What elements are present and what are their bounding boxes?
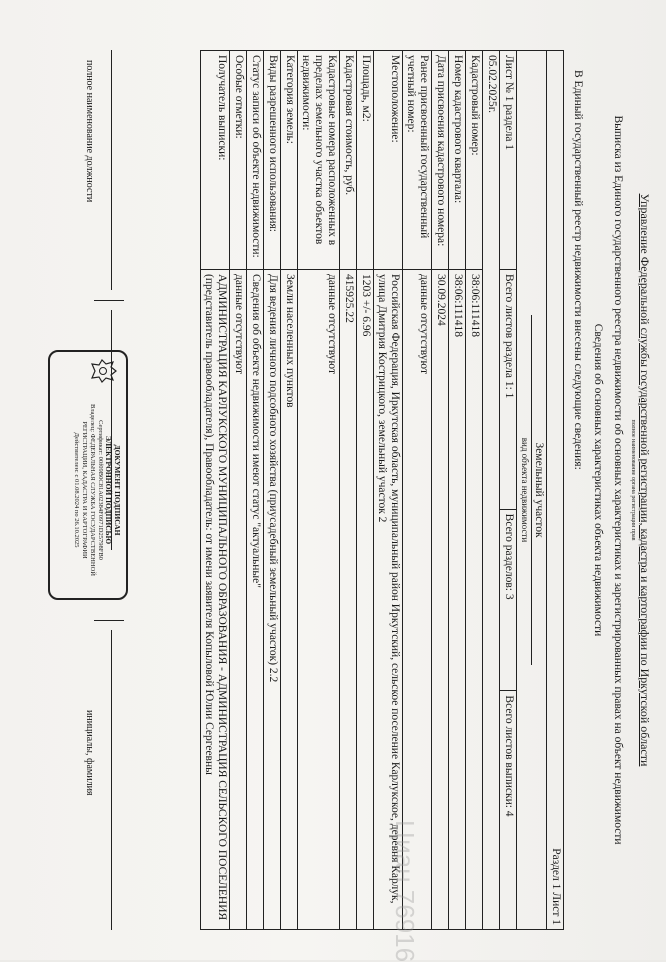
characteristics-table: [200, 50, 564, 930]
stamp-certificate: Сертификат: 00f09B0C81A02384F0971D25798FB0: [97, 420, 104, 560]
position-caption: полное наименование должности: [84, 60, 95, 203]
row-value: Для ведения личного подсобного хозяйства (приусадебный земельный участок) 2.2: [264, 270, 281, 930]
intro-text: В Единый государственный реестр недвижимости внесены следующие сведения:: [572, 70, 584, 470]
document-title: Выписка из Единого государственного реестра недвижимости об основных характеристиках и зарегистрированных правах на объект недвижимости: [612, 115, 624, 845]
table-row: [403, 51, 432, 930]
sheet-row: [500, 51, 517, 930]
table-row: [201, 51, 230, 930]
table-row: [340, 51, 357, 930]
stamp-title: ДОКУМЕНТ ПОДПИСАН: [113, 444, 122, 536]
stamp-owner-2: РЕГИСТРАЦИИ, КАДАСТРА И КАРТОГРАФИИ: [81, 421, 88, 559]
row-value: 30.09.2024: [432, 270, 449, 930]
row-label: Площадь, м2:: [357, 51, 374, 270]
row-label: Кадастровые номера расположенных в пределах земельного участка объектов недвижимости:: [298, 51, 340, 270]
agency-name: Управление Федеральной службы государственной регистрации, кадастра и картографии по Иркутской области: [638, 193, 652, 767]
row-label: Кадастровая стоимость, руб.: [340, 51, 357, 270]
object-type: Земельный участок: [533, 442, 545, 538]
row-label: Виды разрешенного использования:: [264, 51, 281, 270]
name-caption: инициалы, фамилия: [84, 710, 95, 796]
row-label: Номер кадастрового квартала:: [449, 51, 466, 270]
object-type-row: [517, 51, 547, 930]
name-line: [111, 630, 112, 930]
table-row: [449, 51, 466, 930]
row-value: Сведения об объекте недвижимости имеют статус "актуальные": [247, 270, 264, 930]
extract-page: [40, 10, 660, 950]
agency-caption: полное наименование органа регистрации прав: [630, 419, 636, 541]
row-value: 415925.22: [340, 270, 357, 930]
object-type-caption: вид объекта недвижимости: [518, 315, 532, 665]
row-value: данные отсутствуют: [298, 270, 340, 930]
table-row: [281, 51, 298, 930]
row-value: Земли населенных пунктов: [281, 270, 298, 930]
row-value: АДМИНИСТРАЦИЯ КАРЛУКСКОГО МУНИЦИПАЛЬНОГО ОБРАЗОВАНИЯ - АДМИНИСТРАЦИЯ СЕЛЬСКОГО ПОСЕЛЕНИЯ (представитель правообладателя), Правообладатель: от имени заявителя Копыловой Юлии Сергеевны: [201, 270, 230, 930]
row-label: Местоположение:: [374, 51, 403, 270]
row-label: Категория земель:: [281, 51, 298, 270]
stamp-title-2: ЭЛЕКТРОННОЙ ПОДПИСЬЮ: [104, 435, 113, 545]
stamp-validity: Действителен: с 01.08.2024 по 26.10.2025: [73, 432, 80, 548]
table-row: [466, 51, 483, 930]
row-label: Дата присвоения кадастрового номера:: [432, 51, 449, 270]
document-subtitle: Сведения об основных характеристиках объекта недвижимости: [592, 323, 604, 637]
date-row: [483, 51, 500, 930]
row-value: Российская Федерация, Иркутская область, муниципальный район Иркутский, сельское поселение Карлукское, деревня Карлук, улица Дмитрия Кострицкого, земельный участок 2: [374, 270, 403, 930]
row-value: 38:06:111418: [466, 270, 483, 930]
row-value: 1203 +/- 6.96: [357, 270, 374, 930]
row-label: Кадастровый номер:: [466, 51, 483, 270]
extract-date: 05.02.2025г.: [483, 51, 500, 930]
section-label: Раздел 1 Лист 1: [547, 51, 564, 930]
position-line: [111, 50, 112, 290]
coat-of-arms-icon: [86, 358, 118, 384]
row-label: Получатель выписки:: [201, 51, 230, 270]
section-row: [547, 51, 564, 930]
stamp-owner: Владелец: ФЕДЕРАЛЬНАЯ СЛУЖБА ГОСУДАРСТВЕННОЙ: [89, 404, 96, 576]
table-row: [247, 51, 264, 930]
sheets-total: Всего листов выписки: 4: [500, 691, 517, 930]
sheets-in-section: Всего листов раздела 1: 1: [500, 270, 517, 510]
divider: [94, 620, 124, 621]
table-row: [264, 51, 281, 930]
sheet-number: Лист № 1 раздела 1: [500, 51, 517, 270]
table-row: [357, 51, 374, 930]
row-value: 38:06:111418: [449, 270, 466, 930]
table-row: [230, 51, 247, 930]
row-label: Особые отметки:: [230, 51, 247, 270]
row-label: Статус записи об объекте недвижимости:: [247, 51, 264, 270]
electronic-signature-stamp: [48, 350, 128, 600]
row-label: Ранее присвоенный государственный учетный номер:: [403, 51, 432, 270]
row-value: данные отсутствуют: [230, 270, 247, 930]
row-value: данные отсутствуют: [403, 270, 432, 930]
watermark: Циан 76916: [390, 820, 420, 962]
table-row: [432, 51, 449, 930]
table-row: [374, 51, 403, 930]
divider: [94, 300, 124, 301]
sections-total: Всего разделов: 3: [500, 509, 517, 691]
table-row: [298, 51, 340, 930]
